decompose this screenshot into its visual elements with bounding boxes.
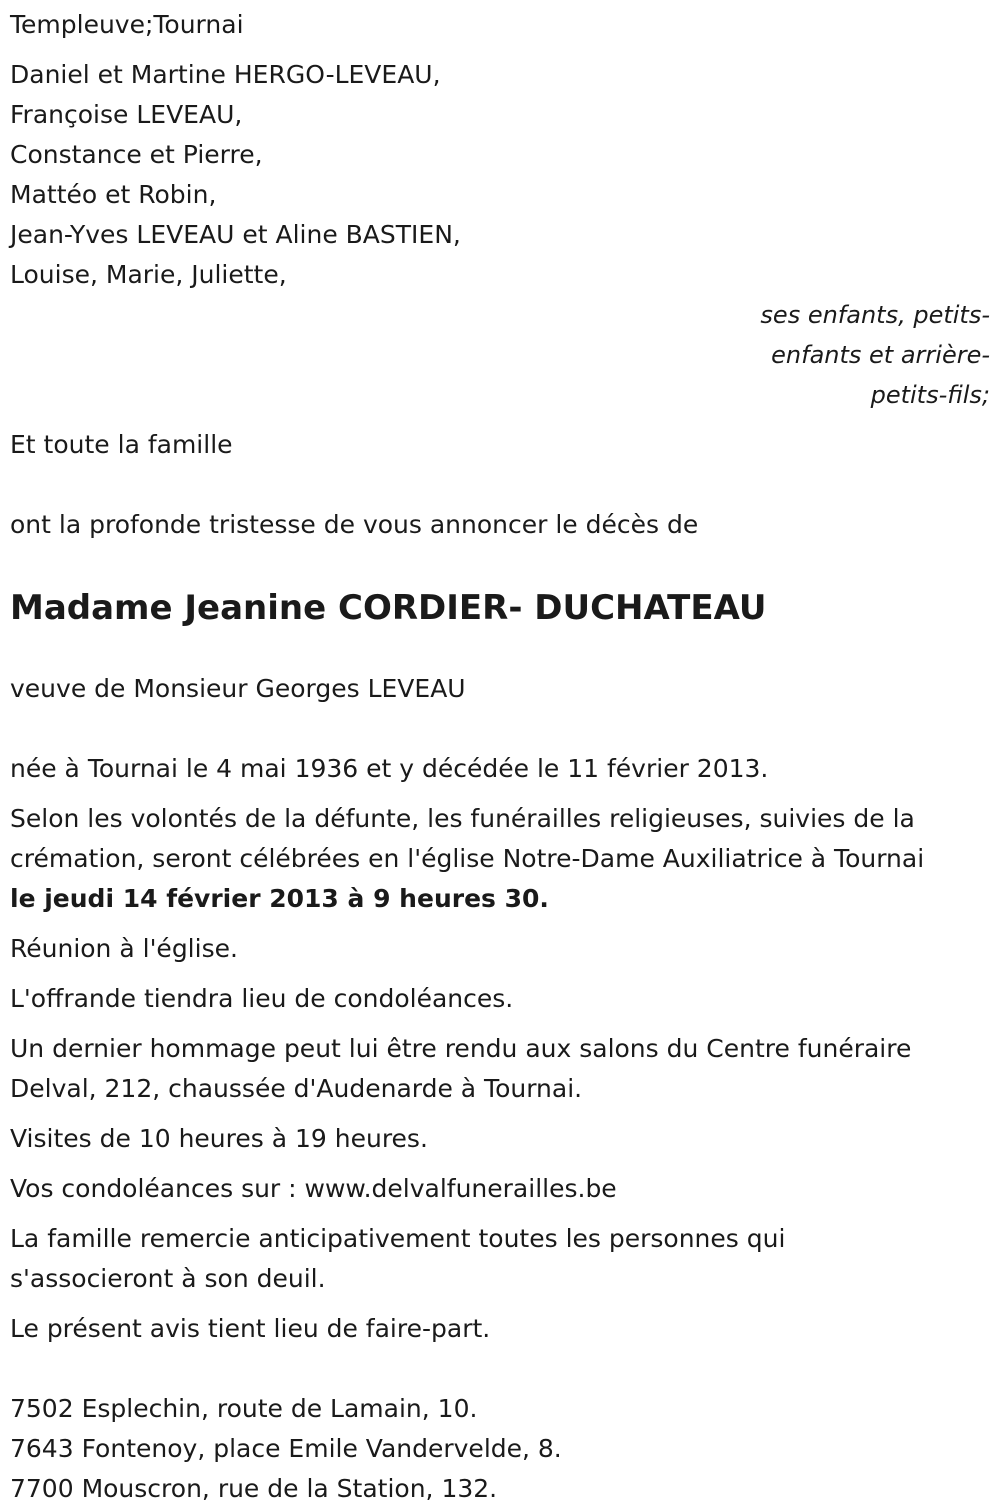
family-member: Jean-Yves LEVEAU et Aline BASTIEN, — [10, 220, 461, 249]
extended-family: Et toute la famille — [10, 430, 233, 459]
relation-line: ses enfants, petits- — [760, 301, 990, 329]
funeral-line: crémation, seront célébrées en l'église Notre-Dame Auxiliatrice à Tournai — [10, 844, 925, 873]
family-list — [10, 55, 990, 295]
funeral-line: Selon les volontés de la défunte, les funérailles religieuses, suivies de la — [10, 804, 915, 833]
address-list — [10, 1389, 990, 1509]
obituary-document — [10, 5, 990, 1509]
thanks-line: s'associeront à son deuil. — [10, 1264, 326, 1293]
funeral-paragraph — [10, 799, 990, 919]
birth-death: née à Tournai le 4 mai 1936 et y décédée le 11 février 2013. — [10, 754, 769, 783]
thanks-paragraph — [10, 1219, 990, 1299]
faire-part-notice: Le présent avis tient lieu de faire-part. — [10, 1314, 491, 1343]
relation-line: enfants et arrière- — [771, 341, 990, 369]
funeral-date-time: le jeudi 14 février 2013 à 9 heures 30. — [10, 884, 549, 913]
tribute-line: Delval, 212, chaussée d'Audenarde à Tournai. — [10, 1074, 583, 1103]
address-line: 7502 Esplechin, route de Lamain, 10. — [10, 1394, 478, 1423]
family-member: Louise, Marie, Juliette, — [10, 260, 287, 289]
widow-of: veuve de Monsieur Georges LEVEAU — [10, 674, 466, 703]
family-member: Mattéo et Robin, — [10, 180, 217, 209]
announcement-intro: ont la profonde tristesse de vous annoncer le décès de — [10, 510, 699, 539]
family-member: Françoise LEVEAU, — [10, 100, 243, 129]
visits-info: Visites de 10 heures à 19 heures. — [10, 1124, 428, 1153]
family-relation — [10, 295, 990, 415]
condolences-info: Vos condoléances sur : www.delvalfunerailles.be — [10, 1174, 617, 1203]
offering-info: L'offrande tiendra lieu de condoléances. — [10, 984, 514, 1013]
address-line: 7643 Fontenoy, place Emile Vandervelde, 8. — [10, 1434, 562, 1463]
meeting-info: Réunion à l'église. — [10, 934, 238, 963]
thanks-line: La famille remercie anticipativement toutes les personnes qui — [10, 1224, 786, 1253]
location-header: Templeuve;Tournai — [10, 10, 244, 39]
family-member: Daniel et Martine HERGO-LEVEAU, — [10, 60, 441, 89]
tribute-paragraph — [10, 1029, 990, 1109]
family-member: Constance et Pierre, — [10, 140, 263, 169]
address-line: 7700 Mouscron, rue de la Station, 132. — [10, 1474, 498, 1503]
relation-line: petits-fils; — [870, 381, 990, 409]
tribute-line: Un dernier hommage peut lui être rendu aux salons du Centre funéraire — [10, 1034, 912, 1063]
deceased-name: Madame Jeanine CORDIER- DUCHATEAU — [10, 588, 767, 628]
